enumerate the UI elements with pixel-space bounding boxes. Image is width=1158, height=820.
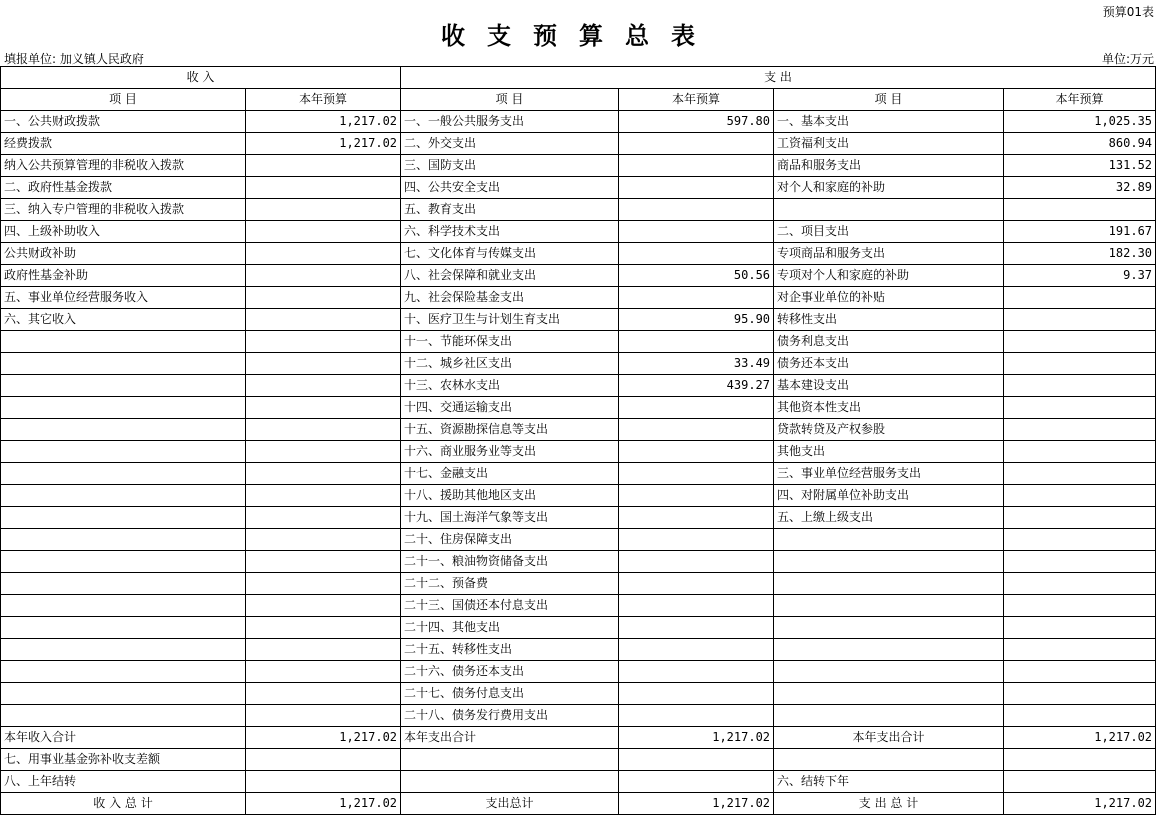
econ-item-cell: 专项对个人和家庭的补助 (774, 265, 1004, 287)
income-item-cell (1, 331, 246, 353)
surplus-fund-row (1, 749, 1156, 771)
table-row (1, 265, 1156, 287)
income-item-cell: 政府性基金补助 (1, 265, 246, 287)
econ-item-cell: 对企事业单位的补贴 (774, 287, 1004, 309)
empty-cell (401, 771, 619, 793)
income-grand-total-label: 收 入 总 计 (1, 793, 246, 815)
table-row (1, 441, 1156, 463)
func-item-cell: 九、社会保险基金支出 (401, 287, 619, 309)
group-header-row (1, 67, 1156, 89)
form-number: 预算01表 (1102, 5, 1154, 19)
currency-unit: 单位:万元 (1101, 52, 1154, 66)
table-row (1, 331, 1156, 353)
carryover-row (1, 771, 1156, 793)
income-item-header: 项 目 (1, 89, 246, 111)
table-row (1, 111, 1156, 133)
income-value-cell (246, 331, 401, 353)
empty-cell (1004, 749, 1156, 771)
func-value-cell: 439.27 (619, 375, 774, 397)
income-value-cell (246, 397, 401, 419)
income-value-cell (246, 617, 401, 639)
func-item-cell: 六、科学技术支出 (401, 221, 619, 243)
empty-cell (619, 749, 774, 771)
carry-forward-label: 六、结转下年 (774, 771, 1004, 793)
func-value-cell (619, 177, 774, 199)
func-item-cell: 二十一、粮油物资储备支出 (401, 551, 619, 573)
page-title: 收支预算总表 (441, 21, 717, 50)
income-item-cell: 三、纳入专户管理的非税收入拨款 (1, 199, 246, 221)
func-item-cell: 十七、金融支出 (401, 463, 619, 485)
econ-total-value: 1,217.02 (1004, 727, 1156, 749)
income-value-cell (246, 551, 401, 573)
column-header-row (1, 89, 1156, 111)
income-budget-header: 本年预算 (246, 89, 401, 111)
empty-cell (619, 771, 774, 793)
income-total-label: 本年收入合计 (1, 727, 246, 749)
func-item-cell: 十八、援助其他地区支出 (401, 485, 619, 507)
income-item-cell: 二、政府性基金拨款 (1, 177, 246, 199)
econ-total-label: 本年支出合计 (774, 727, 1004, 749)
func-value-cell: 33.49 (619, 353, 774, 375)
func-value-cell (619, 683, 774, 705)
income-item-cell: 四、上级补助收入 (1, 221, 246, 243)
income-value-cell (246, 265, 401, 287)
econ-item-cell: 贷款转贷及产权参股 (774, 419, 1004, 441)
income-value-cell (246, 683, 401, 705)
econ-value-cell (1004, 309, 1156, 331)
income-item-cell: 纳入公共预算管理的非税收入拨款 (1, 155, 246, 177)
income-value-cell (246, 661, 401, 683)
table-row (1, 243, 1156, 265)
table-row (1, 419, 1156, 441)
econ-value-cell (1004, 419, 1156, 441)
income-value-cell (246, 441, 401, 463)
table-row (1, 177, 1156, 199)
econ-item-cell: 二、项目支出 (774, 221, 1004, 243)
econ-item-cell: 五、上缴上级支出 (774, 507, 1004, 529)
econ-value-cell (1004, 595, 1156, 617)
table-body (1, 67, 1156, 815)
econ-value-cell (1004, 353, 1156, 375)
income-item-cell (1, 419, 246, 441)
func-grand-total-value: 1,217.02 (619, 793, 774, 815)
func-item-cell: 三、国防支出 (401, 155, 619, 177)
econ-value-cell (1004, 507, 1156, 529)
econ-value-cell (1004, 661, 1156, 683)
income-value-cell: 1,217.02 (246, 111, 401, 133)
table-row (1, 639, 1156, 661)
econ-value-cell: 32.89 (1004, 177, 1156, 199)
func-value-cell (619, 441, 774, 463)
income-value-cell (246, 463, 401, 485)
econ-item-cell (774, 573, 1004, 595)
econ-item-cell (774, 683, 1004, 705)
income-item-cell (1, 353, 246, 375)
econ-value-cell: 131.52 (1004, 155, 1156, 177)
econ-value-cell (1004, 529, 1156, 551)
func-item-cell: 二十、住房保障支出 (401, 529, 619, 551)
table-row (1, 529, 1156, 551)
income-grand-total-value: 1,217.02 (246, 793, 401, 815)
func-item-cell: 五、教育支出 (401, 199, 619, 221)
func-value-cell (619, 331, 774, 353)
econ-item-cell (774, 661, 1004, 683)
econ-value-cell (1004, 573, 1156, 595)
income-value-cell (246, 639, 401, 661)
income-item-cell (1, 683, 246, 705)
econ-item-cell: 四、对附属单位补助支出 (774, 485, 1004, 507)
econ-value-cell (1004, 463, 1156, 485)
econ-item-cell (774, 617, 1004, 639)
func-item-cell: 八、社会保障和就业支出 (401, 265, 619, 287)
income-value-cell (246, 243, 401, 265)
econ-value-cell: 1,025.35 (1004, 111, 1156, 133)
econ-value-cell (1004, 397, 1156, 419)
econ-item-cell: 一、基本支出 (774, 111, 1004, 133)
table-row (1, 661, 1156, 683)
func-item-cell: 四、公共安全支出 (401, 177, 619, 199)
table-row (1, 221, 1156, 243)
income-value-cell (246, 507, 401, 529)
econ-grand-total-value: 1,217.02 (1004, 793, 1156, 815)
income-value-cell (246, 199, 401, 221)
func-value-cell (619, 617, 774, 639)
income-item-cell (1, 441, 246, 463)
econ-item-cell: 债务还本支出 (774, 353, 1004, 375)
econ-value-cell (1004, 639, 1156, 661)
func-item-cell: 二、外交支出 (401, 133, 619, 155)
func-value-cell (619, 639, 774, 661)
econ-value-cell (1004, 485, 1156, 507)
econ-grand-total-label: 支 出 总 计 (774, 793, 1004, 815)
func-item-cell: 二十五、转移性支出 (401, 639, 619, 661)
func-item-cell: 二十四、其他支出 (401, 617, 619, 639)
func-value-cell (619, 221, 774, 243)
income-item-cell (1, 573, 246, 595)
income-item-cell (1, 617, 246, 639)
income-item-cell (1, 705, 246, 727)
econ-item-cell: 商品和服务支出 (774, 155, 1004, 177)
table-row (1, 375, 1156, 397)
income-value-cell (246, 485, 401, 507)
func-value-cell (619, 705, 774, 727)
econ-value-cell (1004, 375, 1156, 397)
table-row (1, 595, 1156, 617)
income-item-cell (1, 529, 246, 551)
func-item-cell: 十六、商业服务业等支出 (401, 441, 619, 463)
func-item-cell: 七、文化体育与传媒支出 (401, 243, 619, 265)
econ-item-cell (774, 639, 1004, 661)
econ-value-cell (1004, 287, 1156, 309)
func-item-cell: 二十三、国债还本付息支出 (401, 595, 619, 617)
econ-value-cell: 182.30 (1004, 243, 1156, 265)
empty-cell (401, 749, 619, 771)
income-item-cell (1, 485, 246, 507)
func-value-cell (619, 529, 774, 551)
func-value-cell (619, 507, 774, 529)
func-value-cell (619, 155, 774, 177)
table-row (1, 507, 1156, 529)
func-item-cell: 二十七、债务付息支出 (401, 683, 619, 705)
income-item-cell (1, 397, 246, 419)
econ-item-cell: 其他支出 (774, 441, 1004, 463)
func-value-cell: 50.56 (619, 265, 774, 287)
econ-item-cell (774, 705, 1004, 727)
income-item-cell (1, 463, 246, 485)
econ-item-header: 项 目 (774, 89, 1004, 111)
table-row (1, 485, 1156, 507)
table-row (1, 287, 1156, 309)
income-item-cell (1, 507, 246, 529)
econ-value-cell (1004, 331, 1156, 353)
econ-budget-header: 本年预算 (1004, 89, 1156, 111)
income-value-cell (246, 353, 401, 375)
income-total-value: 1,217.02 (246, 727, 401, 749)
econ-item-cell: 对个人和家庭的补助 (774, 177, 1004, 199)
income-value-cell (246, 221, 401, 243)
func-value-cell (619, 463, 774, 485)
table-row (1, 397, 1156, 419)
econ-value-cell (1004, 683, 1156, 705)
func-value-cell (619, 199, 774, 221)
table-row (1, 551, 1156, 573)
econ-item-cell: 转移性支出 (774, 309, 1004, 331)
econ-value-cell (1004, 617, 1156, 639)
surplus-fund-label: 七、用事业基金弥补收支差额 (1, 749, 246, 771)
income-item-cell (1, 639, 246, 661)
annual-totals-row (1, 727, 1156, 749)
func-value-cell (619, 397, 774, 419)
func-item-cell: 十四、交通运输支出 (401, 397, 619, 419)
econ-item-cell: 其他资本性支出 (774, 397, 1004, 419)
func-value-cell (619, 243, 774, 265)
func-total-label: 本年支出合计 (401, 727, 619, 749)
econ-value-cell (1004, 551, 1156, 573)
income-value-cell (246, 309, 401, 331)
func-value-cell: 95.90 (619, 309, 774, 331)
econ-item-cell (774, 199, 1004, 221)
econ-value-cell: 860.94 (1004, 133, 1156, 155)
budget-summary-table (0, 66, 1156, 815)
income-value-cell (246, 177, 401, 199)
surplus-fund-value (246, 749, 401, 771)
table-row (1, 463, 1156, 485)
econ-value-cell: 191.67 (1004, 221, 1156, 243)
income-value-cell (246, 529, 401, 551)
prior-balance-label: 八、上年结转 (1, 771, 246, 793)
income-item-cell: 经费拨款 (1, 133, 246, 155)
income-value-cell (246, 155, 401, 177)
func-value-cell (619, 419, 774, 441)
func-value-cell: 597.80 (619, 111, 774, 133)
table-row (1, 155, 1156, 177)
income-item-cell: 五、事业单位经营服务收入 (1, 287, 246, 309)
empty-cell (774, 749, 1004, 771)
income-value-cell (246, 419, 401, 441)
table-row (1, 199, 1156, 221)
income-value-cell (246, 375, 401, 397)
table-row (1, 683, 1156, 705)
income-value-cell (246, 705, 401, 727)
func-item-cell: 二十八、债务发行费用支出 (401, 705, 619, 727)
func-budget-header: 本年预算 (619, 89, 774, 111)
func-item-cell: 二十六、债务还本支出 (401, 661, 619, 683)
econ-item-cell: 三、事业单位经营服务支出 (774, 463, 1004, 485)
table-row (1, 309, 1156, 331)
func-item-cell: 十二、城乡社区支出 (401, 353, 619, 375)
income-item-cell (1, 551, 246, 573)
func-value-cell (619, 133, 774, 155)
income-item-cell (1, 375, 246, 397)
econ-item-cell: 基本建设支出 (774, 375, 1004, 397)
table-row (1, 353, 1156, 375)
func-value-cell (619, 287, 774, 309)
econ-item-cell (774, 529, 1004, 551)
carry-forward-value (1004, 771, 1156, 793)
table-row (1, 617, 1156, 639)
func-item-cell: 十五、资源勘探信息等支出 (401, 419, 619, 441)
func-item-cell: 十三、农林水支出 (401, 375, 619, 397)
econ-value-cell: 9.37 (1004, 265, 1156, 287)
econ-item-cell: 债务利息支出 (774, 331, 1004, 353)
econ-value-cell (1004, 705, 1156, 727)
grand-total-row (1, 793, 1156, 815)
func-item-cell: 二十二、预备费 (401, 573, 619, 595)
func-value-cell (619, 573, 774, 595)
table-row (1, 705, 1156, 727)
func-value-cell (619, 661, 774, 683)
func-item-cell: 十九、国土海洋气象等支出 (401, 507, 619, 529)
func-total-value: 1,217.02 (619, 727, 774, 749)
income-value-cell (246, 287, 401, 309)
income-value-cell (246, 595, 401, 617)
income-value-cell (246, 573, 401, 595)
econ-item-cell (774, 551, 1004, 573)
func-item-header: 项 目 (401, 89, 619, 111)
income-group-header: 收 入 (1, 67, 401, 89)
func-grand-total-label: 支出总计 (401, 793, 619, 815)
expense-group-header: 支 出 (401, 67, 1156, 89)
income-item-cell: 一、公共财政拨款 (1, 111, 246, 133)
econ-item-cell: 专项商品和服务支出 (774, 243, 1004, 265)
income-item-cell (1, 661, 246, 683)
func-value-cell (619, 485, 774, 507)
func-value-cell (619, 595, 774, 617)
income-value-cell: 1,217.02 (246, 133, 401, 155)
econ-item-cell (774, 595, 1004, 617)
econ-value-cell (1004, 441, 1156, 463)
filling-unit: 填报单位: 加义镇人民政府 (4, 52, 144, 66)
econ-value-cell (1004, 199, 1156, 221)
income-item-cell (1, 595, 246, 617)
table-row (1, 133, 1156, 155)
prior-balance-value (246, 771, 401, 793)
func-value-cell (619, 551, 774, 573)
econ-item-cell: 工资福利支出 (774, 133, 1004, 155)
table-row (1, 573, 1156, 595)
func-item-cell: 一、一般公共服务支出 (401, 111, 619, 133)
income-item-cell: 公共财政补助 (1, 243, 246, 265)
func-item-cell: 十、医疗卫生与计划生育支出 (401, 309, 619, 331)
func-item-cell: 十一、节能环保支出 (401, 331, 619, 353)
income-item-cell: 六、其它收入 (1, 309, 246, 331)
